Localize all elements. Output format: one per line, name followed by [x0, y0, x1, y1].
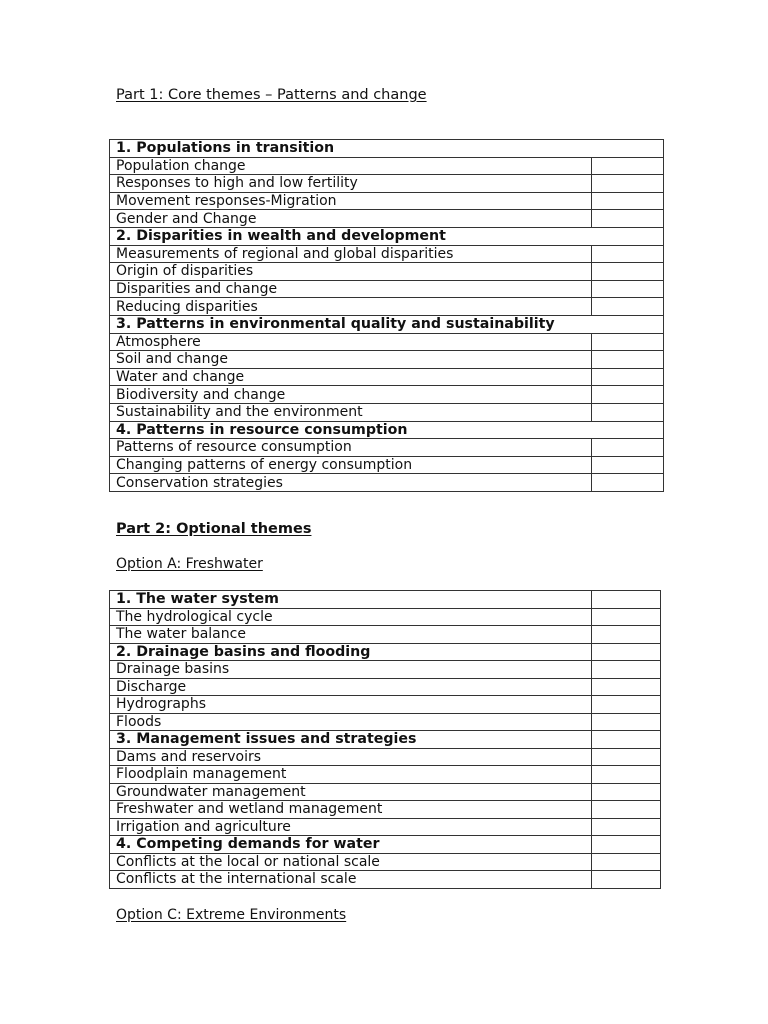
check-cell[interactable]	[592, 192, 664, 210]
topic-label: Conflicts at the international scale	[110, 871, 592, 889]
section-header-row	[110, 421, 664, 439]
check-cell[interactable]	[592, 766, 661, 784]
check-cell[interactable]	[592, 263, 664, 281]
topic-label: Floodplain management	[110, 766, 592, 784]
check-cell[interactable]	[592, 713, 661, 731]
topic-label: Irrigation and agriculture	[110, 818, 592, 836]
topic-row	[110, 403, 664, 421]
check-cell[interactable]	[592, 643, 661, 661]
topic-row	[110, 245, 664, 263]
section-header-row	[110, 643, 661, 661]
topic-label: Patterns of resource consumption	[110, 439, 592, 457]
topic-label: Responses to high and low fertility	[110, 175, 592, 193]
topic-label: Conservation strategies	[110, 474, 592, 492]
topic-row	[110, 871, 661, 889]
topic-label: Population change	[110, 157, 592, 175]
topic-label: The hydrological cycle	[110, 608, 592, 626]
part1-heading: Part 1: Core themes – Patterns and change	[116, 87, 427, 103]
check-cell[interactable]	[592, 333, 664, 351]
topic-row	[110, 210, 664, 228]
check-cell[interactable]	[592, 245, 664, 263]
topic-label: Groundwater management	[110, 783, 592, 801]
option-c-heading: Option C: Extreme Environments	[116, 907, 347, 923]
check-cell[interactable]	[592, 474, 664, 492]
topic-row	[110, 298, 664, 316]
topic-row	[110, 333, 664, 351]
section-title: 1. Populations in transition	[110, 140, 664, 158]
topic-label: Measurements of regional and global disparities	[110, 245, 592, 263]
topic-row	[110, 853, 661, 871]
check-cell[interactable]	[592, 678, 661, 696]
check-cell[interactable]	[592, 731, 661, 749]
topic-row	[110, 748, 661, 766]
topic-label: Origin of disparities	[110, 263, 592, 281]
topic-label: Hydrographs	[110, 696, 592, 714]
check-cell[interactable]	[592, 818, 661, 836]
topic-label: Disparities and change	[110, 280, 592, 298]
topic-row	[110, 713, 661, 731]
topic-label: Floods	[110, 713, 592, 731]
check-cell[interactable]	[592, 210, 664, 228]
core-themes-table	[109, 139, 664, 492]
topic-row	[110, 783, 661, 801]
topic-row	[110, 456, 664, 474]
check-cell[interactable]	[592, 368, 664, 386]
section-title: 4. Patterns in resource consumption	[110, 421, 664, 439]
section-title: 4. Competing demands for water	[110, 836, 592, 854]
check-cell[interactable]	[592, 608, 661, 626]
topic-row	[110, 175, 664, 193]
check-cell[interactable]	[592, 386, 664, 404]
topic-row	[110, 192, 664, 210]
topic-label: Drainage basins	[110, 661, 592, 679]
check-cell[interactable]	[592, 403, 664, 421]
topic-label: The water balance	[110, 626, 592, 644]
topic-row	[110, 368, 664, 386]
section-header-row	[110, 315, 664, 333]
section-title: 2. Drainage basins and flooding	[110, 643, 592, 661]
section-title: 3. Management issues and strategies	[110, 731, 592, 749]
section-header-row	[110, 140, 664, 158]
check-cell[interactable]	[592, 298, 664, 316]
topic-row	[110, 678, 661, 696]
check-cell[interactable]	[592, 836, 661, 854]
section-title: 1. The water system	[110, 591, 592, 609]
topic-row	[110, 801, 661, 819]
check-cell[interactable]	[592, 351, 664, 369]
topic-label: Movement responses-Migration	[110, 192, 592, 210]
check-cell[interactable]	[592, 748, 661, 766]
topic-label: Gender and Change	[110, 210, 592, 228]
topic-row	[110, 386, 664, 404]
check-cell[interactable]	[592, 696, 661, 714]
section-title: 3. Patterns in environmental quality and sustainability	[110, 315, 664, 333]
check-cell[interactable]	[592, 456, 664, 474]
check-cell[interactable]	[592, 661, 661, 679]
check-cell[interactable]	[592, 626, 661, 644]
section-header-row	[110, 731, 661, 749]
topic-label: Conflicts at the local or national scale	[110, 853, 592, 871]
topic-label: Reducing disparities	[110, 298, 592, 316]
check-cell[interactable]	[592, 871, 661, 889]
topic-row	[110, 439, 664, 457]
check-cell[interactable]	[592, 439, 664, 457]
option-a-heading: Option A: Freshwater	[116, 556, 263, 572]
section-header-row	[110, 227, 664, 245]
check-cell[interactable]	[592, 280, 664, 298]
topic-row	[110, 351, 664, 369]
freshwater-table	[109, 590, 661, 889]
topic-row	[110, 263, 664, 281]
topic-label: Dams and reservoirs	[110, 748, 592, 766]
topic-label: Freshwater and wetland management	[110, 801, 592, 819]
check-cell[interactable]	[592, 591, 661, 609]
topic-row	[110, 696, 661, 714]
topic-label: Biodiversity and change	[110, 386, 592, 404]
topic-row	[110, 280, 664, 298]
topic-label: Atmosphere	[110, 333, 592, 351]
topic-label: Water and change	[110, 368, 592, 386]
topic-row	[110, 766, 661, 784]
part2-heading: Part 2: Optional themes	[116, 521, 312, 537]
check-cell[interactable]	[592, 157, 664, 175]
topic-row	[110, 818, 661, 836]
check-cell[interactable]	[592, 175, 664, 193]
section-header-row	[110, 591, 661, 609]
topic-label: Soil and change	[110, 351, 592, 369]
section-header-row	[110, 836, 661, 854]
topic-label: Discharge	[110, 678, 592, 696]
check-cell[interactable]	[592, 783, 661, 801]
topic-row	[110, 608, 661, 626]
topic-row	[110, 661, 661, 679]
topic-row	[110, 157, 664, 175]
check-cell[interactable]	[592, 853, 661, 871]
topic-row	[110, 626, 661, 644]
topic-label: Changing patterns of energy consumption	[110, 456, 592, 474]
check-cell[interactable]	[592, 801, 661, 819]
topic-label: Sustainability and the environment	[110, 403, 592, 421]
section-title: 2. Disparities in wealth and development	[110, 227, 664, 245]
topic-row	[110, 474, 664, 492]
